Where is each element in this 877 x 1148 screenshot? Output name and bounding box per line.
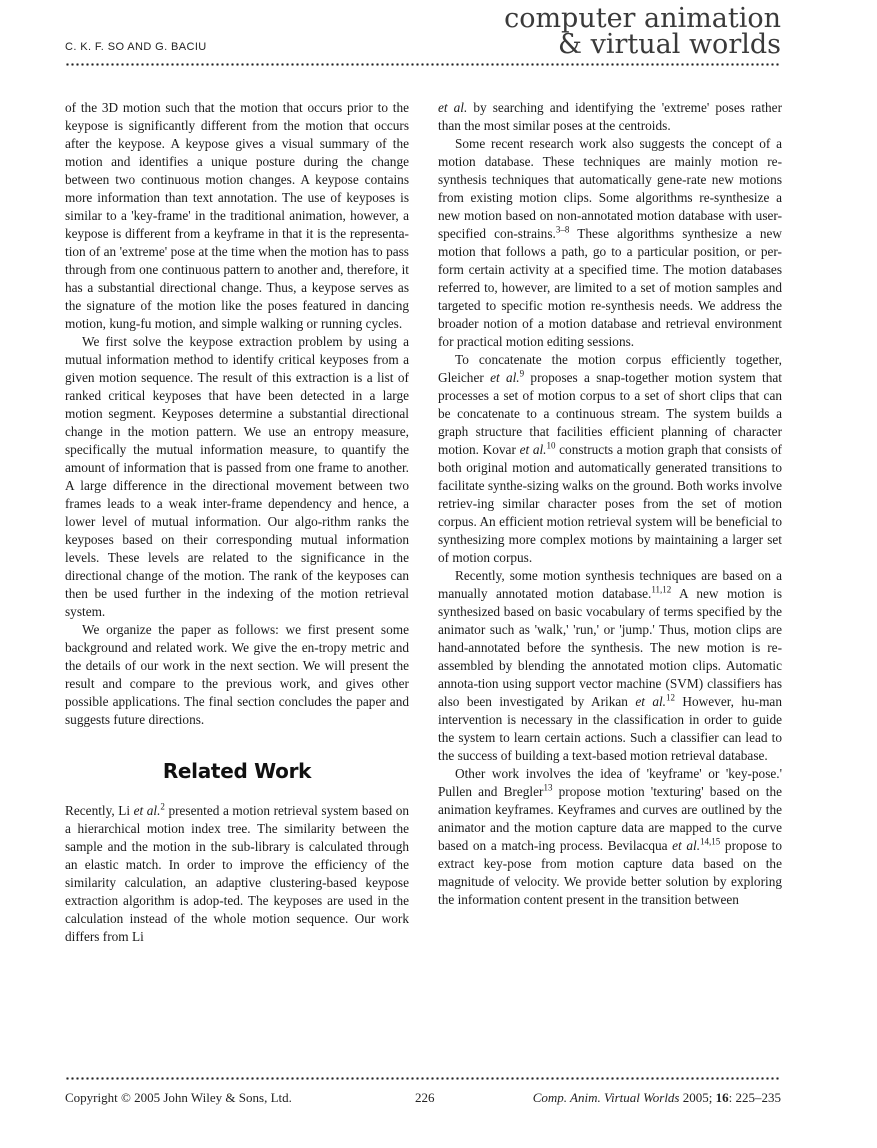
paragraph: We organize the paper as follows: we first present some background and related work. We give the en-tropy metric and the details of our work in the next section. We will present the result and compare to the previous work, and gives other possible applications. The final section concludes the paper and suggests future directions. — [65, 622, 409, 727]
citation-etal: et al. — [635, 694, 667, 709]
journal-citation: Comp. Anim. Virtual Worlds 2005; 16: 225–235 — [532, 1090, 781, 1105]
citation-etal: et al. — [519, 442, 547, 457]
reference-superscript: 11,12 — [651, 584, 672, 595]
citation-etal: et al. — [438, 100, 468, 115]
citation-etal: et al. — [490, 370, 520, 385]
journal-logo — [504, 3, 781, 60]
page-number: 226 — [415, 1090, 435, 1105]
paragraph: of the 3D motion such that the motion that occurs prior to the keypose is significantly different from the motion that occurs after the keypose. A keypose gives a visual summary of the motion and identifies a unique posture during the change between two continuous motion changes. A keypose contains more information than text annotation. The use of keyposes is similar to a 'key-frame' in the traditional animation, however, a keypose is different from a keyframe in that it is the representa-tion of an 'extreme' pose at the time when the motion has to pass through from one continuous pattern to another and, therefore, it has a substantial directional change. Thus, a keypose serves as the signature of the motion like the poses featured in dancing motion, kung-fu motion, and simple walking or running cycles. — [65, 100, 409, 331]
paragraph: To concatenate the motion corpus efficiently together, Gleicher et al.$^9$ proposes a snap-together motion system that processes a set of motion corpus to a set of short clips that can be concatenate to a continuous stream. The system builds a graph structure that facilities efficient planning of character motion. Kovar et al.$^{10}$ constructs a motion graph that consists of both original motion and automatically generated transitions to facilitate synthe-sizing walks on the ground. Both works involve retriev-ing similar character poses from the set of motion corpus. An efficient motion retrieval system will be beneficial to synthesizing more complex motions by maintaining a larger set of motion corpus. — [438, 352, 782, 565]
citation-etal: et al. — [133, 803, 161, 818]
paragraph: Recently, some motion synthesis techniques are based on a manually annotated motion database.$^{11,12}$ A new motion is synthesized based on basic vocabulary of terms specified by the animator such as 'walk,' 'run,' or 'jump.' Thus, motion clips are hand-annotated before the synthesis. The new motion is re-assembled by blending the annotated motion clips. Automatic annota-tion using support vector machine (SVM) classifiers has also been investigated by Arikan et al.$^{12}$ However, hu-man intervention is necessary in the classification in order to guide the system to learn certain actions. Such a classifier can lead to the success of building a text-based motion retrieval database. — [438, 568, 782, 763]
reference-superscript: 3–8 — [555, 224, 570, 235]
citation-etal: et al. — [672, 838, 701, 853]
right-column — [438, 99, 782, 909]
reference-superscript: 10 — [546, 440, 556, 451]
reference-superscript: 12 — [666, 692, 676, 703]
left-column — [65, 99, 409, 946]
journal-logo-line2: & virtual worlds — [557, 29, 781, 60]
reference-superscript: 14,15 — [700, 836, 721, 847]
paragraph: We first solve the keypose extraction problem by using a mutual information method to identify critical keyposes from a given motion sequence. The result of this extraction is a list of ranked critical keyposes that have been detected in a large motion segment. Keyposes determine a substantial directional change in the motion pattern. We use an entropy measure, specifically the mutual information measure, to quantify the amount of information that is passed from one frame to another. A large difference in the directional movement between two frames leads to a weak inter-frame dependency and hence, a lower level of mutual information. Our algo-rithm ranks the keyposes based on their corresponding mutual information levels. These levels are related to the significance in the directional change of the motion. The rank of the keyposes can then be used further in the indexing of the motion retrieval system. — [65, 334, 409, 619]
journal-logo-line1: computer animation — [504, 3, 781, 34]
paragraph: Some recent research work also suggests the concept of a motion database. These techniques are mainly motion re-synthesis techniques that automatically gene-rate new motions from existing motion clips. Some algorithms re-synthesize a new motion based on non-annotated motion database with user-specified con-strains.$^{3-8}$ These algorithms synthesize a new motion that follows a path, go to a particular position, or per-form certain activity at a specified time. The motion databases referred to, however, are limited to a set of motion samples and targeted to specific motion re-synthesis needs. We address the broader notion of a motion database and retrieval environment for practical motion editing sessions. — [438, 136, 782, 349]
footer-dotted-rule — [65, 1077, 781, 1080]
reference-superscript: 9 — [519, 368, 525, 379]
reference-superscript: 13 — [543, 782, 553, 793]
header-dotted-rule — [65, 63, 781, 66]
paragraph: Other work involves the idea of 'keyframe' or 'key-pose.' Pullen and Bregler$^{13}$ propose motion 'texturing' based on the animation keyframes. Keyframes and curves are outlined by the animator and the motion capture data are mapped to the curve based on a match-ing process. Bevilacqua et al.$^{14,15}$ propose to extract key-pose from motion capture data based on the magnitude of velocity. We provide better solution by exploring the information content present in the transition between — [438, 766, 783, 907]
section-heading-related-work: Related Work — [162, 759, 312, 783]
running-header-authors: C. K. F. SO AND G. BACIU — [65, 41, 207, 53]
paragraph: et al. by searching and identifying the 'extreme' poses rather than the most similar poses at the centroids. — [438, 100, 782, 133]
reference-superscript: 2 — [160, 801, 165, 812]
copyright-notice: Copyright © 2005 John Wiley & Sons, Ltd. — [65, 1090, 292, 1105]
paragraph: Recently, Li et al.$^2$ presented a motion retrieval system based on a hierarchical motion index tree. The similarity between the sample and the motion in the sub-library is calculated through an elastic match. In order to improve the efficiency of the similarity calculation, an adaptive clustering-based keypose extraction algorithm is adop-ted. The keyposes are used in the calculation instead of the whole motion sequence. Our work differs from Li — [65, 801, 409, 944]
